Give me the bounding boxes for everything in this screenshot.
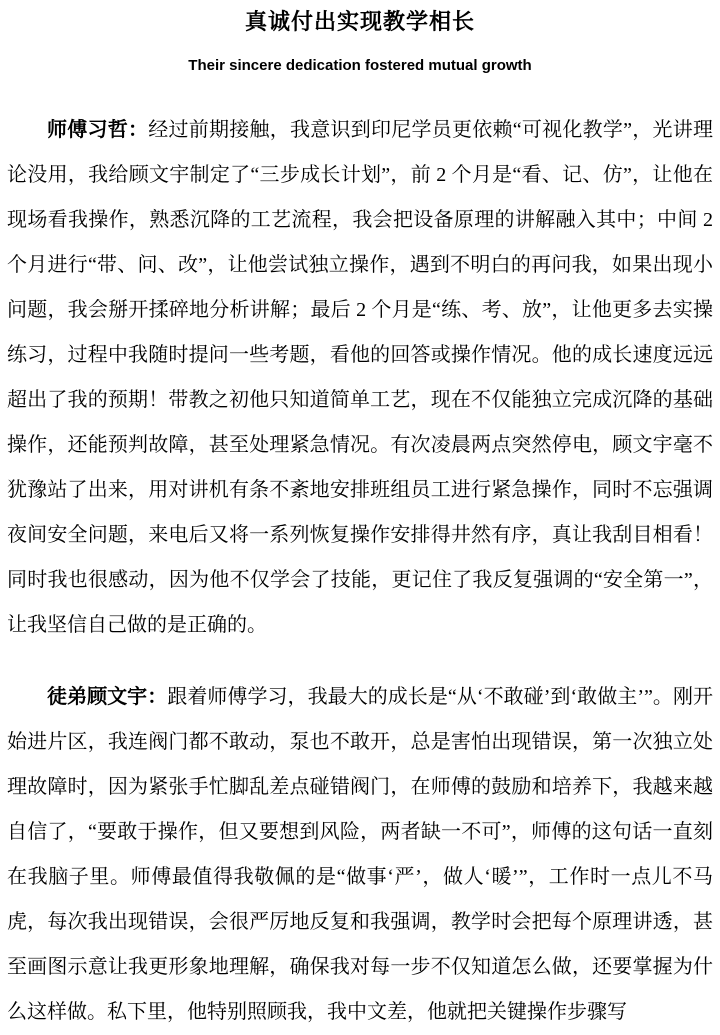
speaker-label-master: 师傅习哲： — [47, 119, 149, 141]
speaker-label-apprentice: 徒弟顾文宇： — [47, 686, 168, 708]
paragraph-master-text: 经过前期接触，我意识到印尼学员更依赖“可视化教学”，光讲理论没用，我给顾文宇制定了“三步成长计划”，前 2 个月是“看、记、仿”，让他在现场看我操作，熟悉沉降的工艺流程，我会把设备原理的讲解融入其中；中间 2 个月进行“带、问、改”，让他尝试独立操作，遇到不明白的再问我，如果出现小问题，我会掰开揉碎地分析讲解；最后 2 个月是“练、考、放”，让他更多去实操练习，过程中我随时提问一些考题，看他的回答或操作情况。他的成长速度远远超出了我的预期！带教之初他只知道简单工艺，现在不仅能独立完成沉降的基础操作，还能预判故障，甚至处理紧急情况。有次凌晨两点突然停电，顾文宇毫不犹豫站了出来，用对讲机有条不紊地安排班组员工进行紧急操作，同时不忘强调夜间安全问题，来电后又将一系列恢复操作安排得井然有序，真让我刮目相看！同时我也很感动，因为他不仅学会了技能，更记住了我反复强调的“安全第一”，让我坚信自己做的是正确的。 — [7, 119, 713, 636]
paragraph-apprentice-text: 跟着师傅学习，我最大的成长是“从‘不敢碰’到‘敢做主’”。刚开始进片区，我连阀门都不敢动，泵也不敢开，总是害怕出现错误，第一次独立处理故障时，因为紧张手忙脚乱差点碰错阀门，在师傅的鼓励和培养下，我越来越自信了，“要敢于操作，但又要想到风险，两者缺一不可”，师傅的这句话一直刻在我脑子里。师傅最值得我敬佩的是“做事‘严’，做人‘暖’”，工作时一点儿不马虎，每次我出现错误，会很严厉地反复和我强调，教学时会把每个原理讲透，甚至画图示意让我更形象地理解，确保我对每一步不仅知道怎么做，还要掌握为什么这样做。私下里，他特别照顾我，我中文差，他就把关键操作步骤写 — [7, 686, 713, 1023]
document-subtitle: Their sincere dedication fostered mutual growth — [188, 57, 532, 74]
paragraph-apprentice — [7, 675, 713, 1035]
document-title: 真诚付出实现教学相长 — [244, 9, 475, 34]
paragraph-master — [7, 108, 713, 648]
